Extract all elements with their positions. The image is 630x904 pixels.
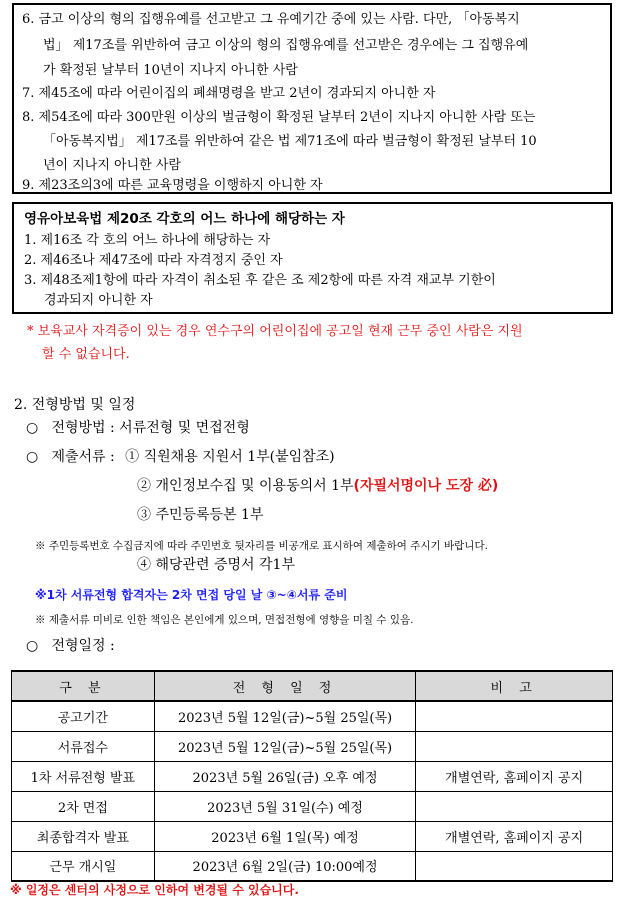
box1-line-6: 「아동복지법」 제17조를 위반하여 같은 법 제71조에 따라 벌금형이 확정된 날부터 10 bbox=[43, 134, 537, 149]
box2-line-3: 3. 제48조제1항에 따라 자격이 취소된 후 같은 조 제2항에 따른 자격 재교부 기한이 bbox=[24, 273, 496, 288]
method-text: 전형방법 : 서류전형 및 면접전형 bbox=[51, 420, 250, 436]
notice-line-2: 할 수 없습니다. bbox=[42, 347, 130, 362]
cell-remarks bbox=[416, 791, 613, 821]
circle-bullet-icon: ○ bbox=[26, 638, 39, 654]
doc-item-2: ② 개인정보수집 및 이용동의서 1부 bbox=[137, 478, 354, 494]
cell-category: 2차 면접 bbox=[12, 791, 155, 821]
cell-schedule: 2023년 5월 12일(금)~5월 25일(목) bbox=[154, 731, 416, 761]
schedule-change-note: ※ 일정은 센터의 사정으로 인하여 변경될 수 있습니다. bbox=[10, 883, 299, 897]
cell-schedule: 2023년 5월 31일(수) 예정 bbox=[154, 791, 416, 821]
box1-line-8: 9. 제23조의3에 따른 교육명령을 이행하지 아니한 자 bbox=[22, 178, 323, 193]
table-row bbox=[12, 761, 613, 791]
table-row bbox=[12, 731, 613, 761]
cell-remarks bbox=[416, 701, 613, 731]
header-category: 구 분 bbox=[12, 671, 155, 701]
cell-category: 서류접수 bbox=[12, 731, 155, 761]
doc-item-4: ④ 해당관련 증명서 각1부 bbox=[137, 557, 295, 573]
cell-schedule: 2023년 6월 2일(금) 10:00예정 bbox=[154, 851, 416, 881]
box1-line-5: 8. 제54조에 따라 300만원 이상의 벌금형이 확정된 날부터 2년이 지나지 아니한 사람 또는 bbox=[22, 110, 536, 125]
box1-line-1: 6. 금고 이상의 형의 집행유예를 선고받고 그 유예기간 중에 있는 사람. 다만, 「아동복지 bbox=[22, 12, 520, 27]
cell-schedule: 2023년 6월 1일(목) 예정 bbox=[154, 821, 416, 851]
cell-remarks: 개별연락, 홈페이지 공지 bbox=[416, 761, 613, 791]
box2-line-4: 경과되지 아니한 자 bbox=[44, 293, 153, 308]
cell-category: 공고기간 bbox=[12, 701, 155, 731]
doc-item-2-signature-note: (자필서명이나 도장 必) bbox=[353, 478, 499, 494]
box2-line-2: 2. 제46조나 제47조에 따라 자격정지 중인 자 bbox=[24, 253, 283, 268]
doc-item-2-row bbox=[137, 478, 498, 495]
disqualification-box-1 bbox=[12, 3, 612, 194]
interview-docs-note: ※1차 서류전형 합격자는 2차 면접 당일 날 ③~④서류 준비 bbox=[35, 588, 348, 602]
schedule-table bbox=[11, 670, 613, 882]
table-header-row bbox=[12, 671, 613, 701]
header-remarks: 비 고 bbox=[416, 671, 613, 701]
doc-item-3: ③ 주민등록등본 1부 bbox=[137, 507, 264, 523]
method-row bbox=[26, 420, 250, 437]
resident-number-note: ※ 주민등록번호 수집금지에 따라 주민번호 뒷자리를 비공개로 표시하여 제출하여 주시기 바랍니다. bbox=[35, 540, 488, 552]
box1-line-4: 7. 제45조에 따라 어린이집의 폐쇄명령을 받고 2년이 경과되지 아니한 자 bbox=[22, 86, 436, 101]
cell-remarks bbox=[416, 851, 613, 881]
cell-remarks: 개별연락, 홈페이지 공지 bbox=[416, 821, 613, 851]
doc-item-1: ① 직원채용 지원서 1부(붙임참조) bbox=[125, 449, 335, 465]
table-row bbox=[12, 821, 613, 851]
table-row bbox=[12, 701, 613, 731]
missing-docs-note: ※ 제출서류 미비로 인한 책임은 본인에게 있으며, 면접전형에 영향을 미칠 수 있음. bbox=[35, 614, 414, 626]
cell-category: 최종합격자 발표 bbox=[12, 821, 155, 851]
schedule-row bbox=[26, 638, 115, 655]
table-row bbox=[12, 851, 613, 881]
cell-schedule: 2023년 5월 26일(금) 오후 예정 bbox=[154, 761, 416, 791]
table-row bbox=[12, 791, 613, 821]
cell-category: 1차 서류전형 발표 bbox=[12, 761, 155, 791]
circle-bullet-icon: ○ bbox=[26, 420, 39, 436]
header-schedule: 전 형 일 정 bbox=[154, 671, 416, 701]
box1-line-2: 법」 제17조를 위반하여 금고 이상의 형의 집행유예를 선고받은 경우에는 그 집행유예 bbox=[43, 38, 529, 53]
box1-line-3: 가 확정된 날부터 10년이 지나지 아니한 사람 bbox=[43, 63, 298, 78]
cell-category: 근무 개시일 bbox=[12, 851, 155, 881]
cell-schedule: 2023년 5월 12일(금)~5월 25일(목) bbox=[154, 701, 416, 731]
box2-heading: 영유아보육법 제20조 각호의 어느 하나에 해당하는 자 bbox=[24, 211, 345, 227]
section-title: 2. 전형방법 및 일정 bbox=[14, 397, 136, 413]
notice-line-1: * 보육교사 자격증이 있는 경우 연수구의 어린이집에 공고일 현재 근무 중인 사람은 지원 bbox=[27, 324, 523, 339]
box1-line-7: 년이 지나지 아니한 사람 bbox=[43, 158, 181, 173]
box2-line-1: 1. 제16조 각 호의 어느 하나에 해당하는 자 bbox=[24, 233, 271, 248]
schedule-label: 전형일정 : bbox=[51, 638, 115, 654]
disqualification-box-2 bbox=[12, 202, 613, 314]
docs-label: 제출서류 : bbox=[51, 449, 115, 465]
circle-bullet-icon: ○ bbox=[26, 449, 39, 465]
cell-remarks bbox=[416, 731, 613, 761]
docs-row bbox=[26, 449, 335, 466]
